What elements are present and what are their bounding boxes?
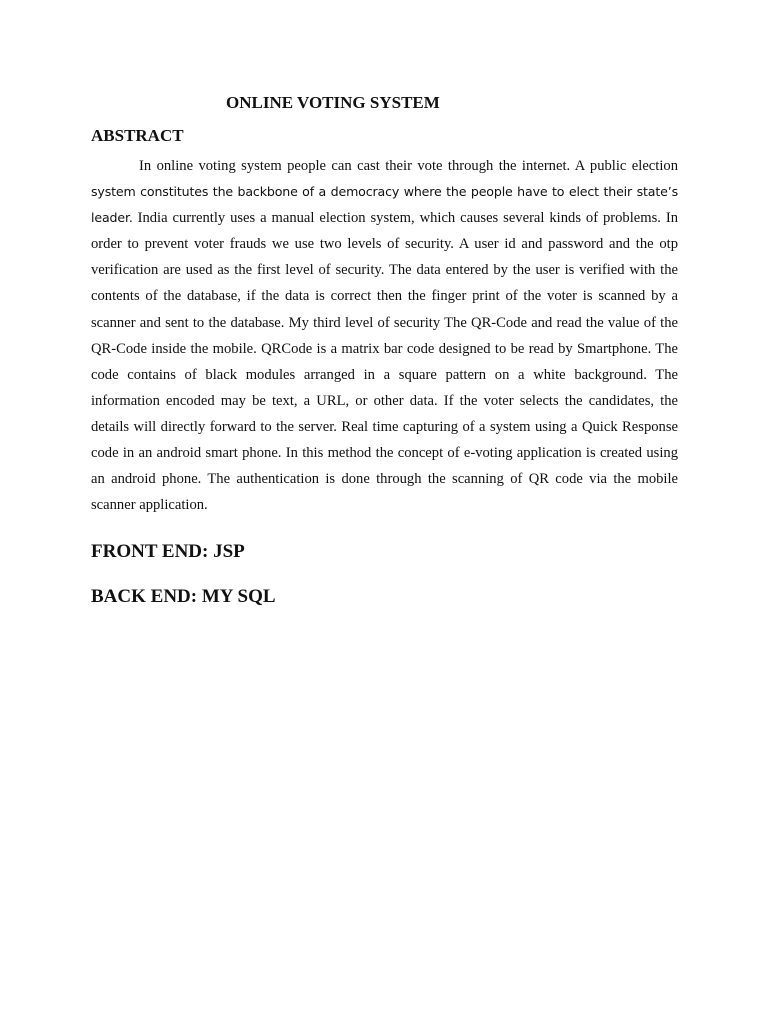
abstract-text-part-2: system constitutes the backbone of a democracy where the people have to elect their state’s leader. — [91, 184, 678, 226]
abstract-paragraph — [91, 153, 678, 518]
back-end-heading: BACK END: MY SQL — [91, 586, 276, 607]
document-title: ONLINE VOTING SYSTEM — [226, 93, 440, 112]
front-end-heading: FRONT END: JSP — [91, 541, 245, 562]
abstract-text-part-3: India currently uses a manual election system, which causes several kinds of problems. In order to prevent voter frauds we use two levels of security. A user id and password and the otp verification are used as the first level of security. The data entered by the user is verified with the contents of the database, if the data is correct then the finger print of the voter is scanned by a scanner and sent to the database. My third level of security The QR-Code and read the value of the QR-Code inside the mobile. QRCode is a matrix bar code designed to be read by Smartphone. The code contains of black modules arranged in a square pattern on a white background. The information encoded may be text, a URL, or other data. If the voter selects the candidates, the details will directly forward to the server. Real time capturing of a system using a Quick Response code in an android smart phone. In this method the concept of e-voting application is created using an android phone. The authentication is done through the scanning of QR code via the mobile scanner application. — [91, 210, 678, 514]
abstract-text-part-1: In online voting system people can cast their vote through the internet. A public election — [139, 158, 678, 174]
abstract-heading: ABSTRACT — [91, 126, 184, 145]
